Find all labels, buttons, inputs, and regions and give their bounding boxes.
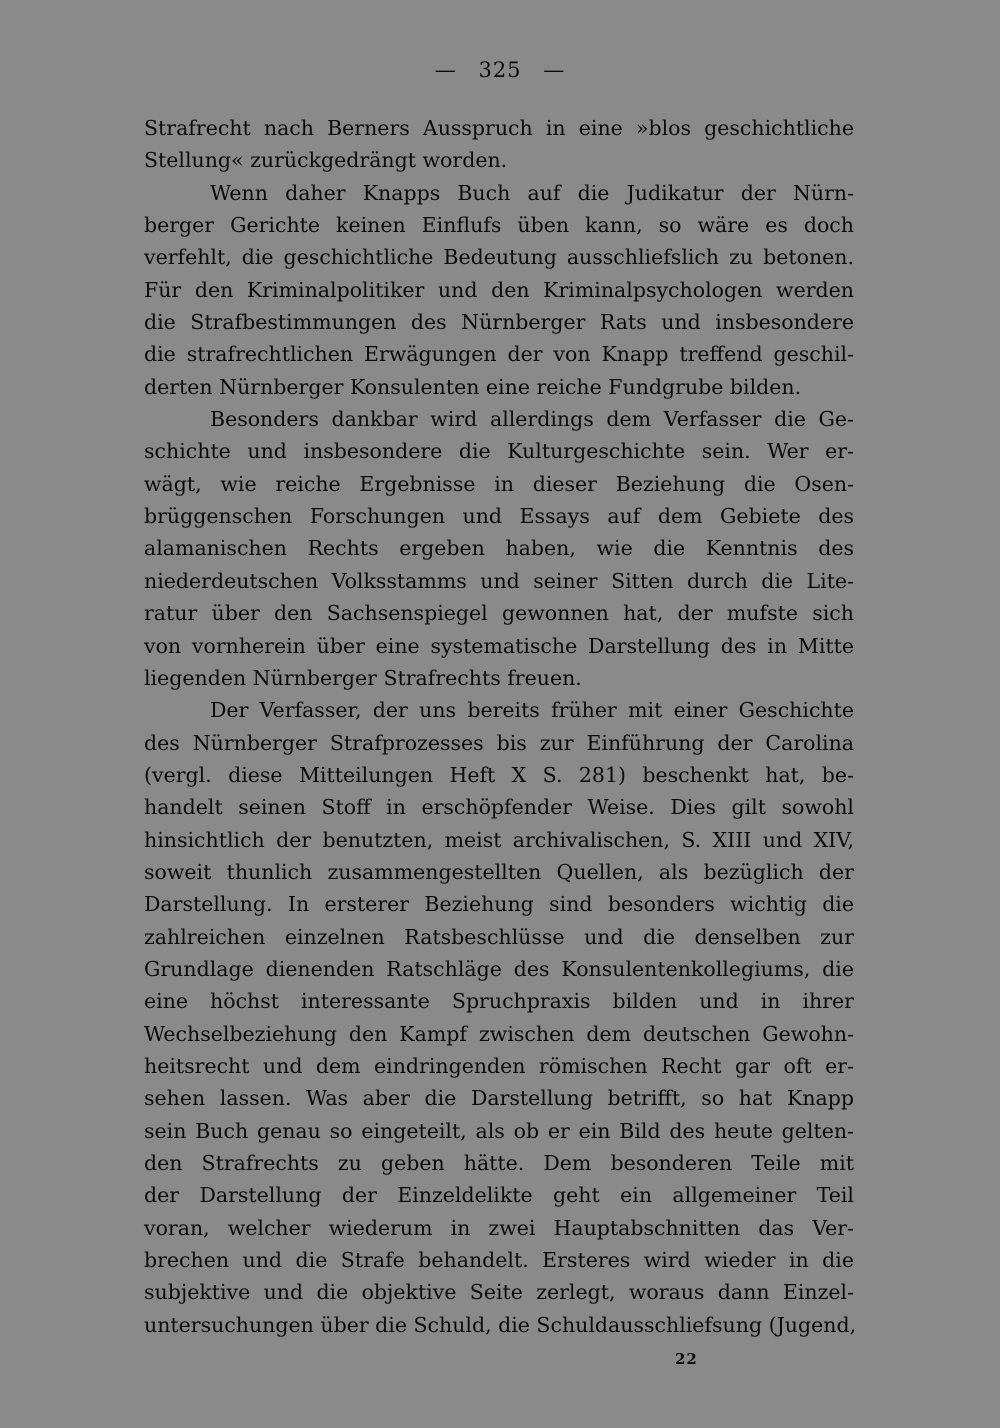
page-number: 325 bbox=[478, 58, 522, 82]
text-line: subjektive und die objektive Seite zerlegt, woraus dann Einzel- bbox=[144, 1280, 854, 1305]
text-line: schichte und insbesondere die Kulturgeschichte sein. Wer er- bbox=[144, 439, 854, 464]
text-line: eine höchst interessante Spruchpraxis bilden und in ihrer bbox=[144, 989, 854, 1014]
text-line: untersuchungen über die Schuld, die Schuldausschliefsung (Jugend, bbox=[144, 1312, 857, 1337]
text-line: liegenden Nürnberger Strafrechts freuen. bbox=[144, 665, 582, 690]
text-line: der Darstellung der Einzeldelikte geht ein allgemeiner Teil bbox=[144, 1183, 854, 1208]
text-line: Wechselbeziehung den Kampf zwischen dem deutschen Gewohn- bbox=[144, 1021, 854, 1046]
text-line: handelt seinen Stoff in erschöpfender Weise. Dies gilt sowohl bbox=[144, 795, 854, 820]
text-line: den Strafrechts zu geben hätte. Dem besonderen Teile mit bbox=[144, 1151, 854, 1175]
text-line: derten Nürnberger Konsulenten eine reiche Fundgrube bilden. bbox=[144, 374, 802, 399]
text-line: sehen lassen. Was aber die Darstellung betrifft, so hat Knapp bbox=[144, 1086, 854, 1111]
text-line: brüggenschen Forschungen und Essays auf dem Gebiete des bbox=[144, 504, 854, 529]
text-line: Wenn daher Knapps Buch auf die Judikatur der Nürn- bbox=[210, 180, 854, 205]
text-line: Darstellung. In ersterer Beziehung sind besonders wichtig die bbox=[144, 892, 854, 917]
body-text bbox=[144, 112, 857, 1341]
text-line: sein Buch genau so eingeteilt, als ob er ein Bild des heute gelten- bbox=[144, 1118, 854, 1143]
text-line: die Strafbestimmungen des Nürnberger Rats und insbesondere bbox=[144, 310, 854, 335]
text-line: brechen und die Strafe behandelt. Ersteres wird wieder in die bbox=[144, 1248, 854, 1273]
text-line: zahlreichen einzelnen Ratsbeschlüsse und die denselben zur bbox=[144, 924, 854, 949]
text-line: Besonders dankbar wird allerdings dem Verfasser die Ge- bbox=[210, 407, 854, 432]
page-number-dash-left: — bbox=[434, 58, 457, 82]
text-line: Für den Kriminalpolitiker und den Kriminalpsychologen werden bbox=[144, 277, 854, 302]
page-number-dash-right: — bbox=[543, 58, 566, 82]
text-line: Grundlage dienenden Ratschläge des Konsulentenkollegiums, die bbox=[144, 956, 854, 981]
text-line: heitsrecht und dem eindringenden römischen Recht gar oft er- bbox=[144, 1053, 854, 1078]
text-line: (vergl. diese Mitteilungen Heft X S. 281) beschenkt hat, be- bbox=[144, 762, 854, 787]
signature-mark: 22 bbox=[675, 1350, 698, 1368]
text-line: die strafrechtlichen Erwägungen der von Knapp treffend geschil- bbox=[144, 342, 854, 367]
text-line: von vornherein über eine systematische Darstellung des in Mitte bbox=[144, 633, 854, 658]
text-line: wägt, wie reiche Ergebnisse in dieser Beziehung die Osen- bbox=[144, 471, 854, 496]
page-number-header bbox=[0, 58, 1000, 82]
text-line: alamanischen Rechts ergeben haben, wie die Kenntnis des bbox=[144, 536, 854, 561]
text-line: des Nürnberger Strafprozesses bis zur Einführung der Carolina bbox=[144, 730, 854, 755]
text-line: Stellung« zurückgedrängt worden. bbox=[144, 148, 508, 173]
text-line: ratur über den Sachsenspiegel gewonnen hat, der mufste sich bbox=[144, 601, 854, 626]
text-line: Der Verfasser, der uns bereits früher mit einer Geschichte bbox=[210, 698, 854, 723]
text-line: niederdeutschen Volksstamms und seiner Sitten durch die Lite- bbox=[144, 568, 854, 593]
text-line: voran, welcher wiederum in zwei Hauptabschnitten das Ver- bbox=[144, 1215, 854, 1240]
text-line: soweit thunlich zusammengestellten Quellen, als bezüglich der bbox=[144, 859, 854, 884]
text-line: Strafrecht nach Berners Ausspruch in eine »blos geschichtliche bbox=[144, 116, 854, 140]
text-line: hinsichtlich der benutzten, meist archivalischen, S. XIII und XIV, bbox=[144, 827, 854, 852]
text-line: verfehlt, die geschichtliche Bedeutung ausschliefslich zu betonen. bbox=[144, 245, 854, 270]
text-line: berger Gerichte keinen Einflufs üben kann, so wäre es doch bbox=[144, 213, 854, 238]
